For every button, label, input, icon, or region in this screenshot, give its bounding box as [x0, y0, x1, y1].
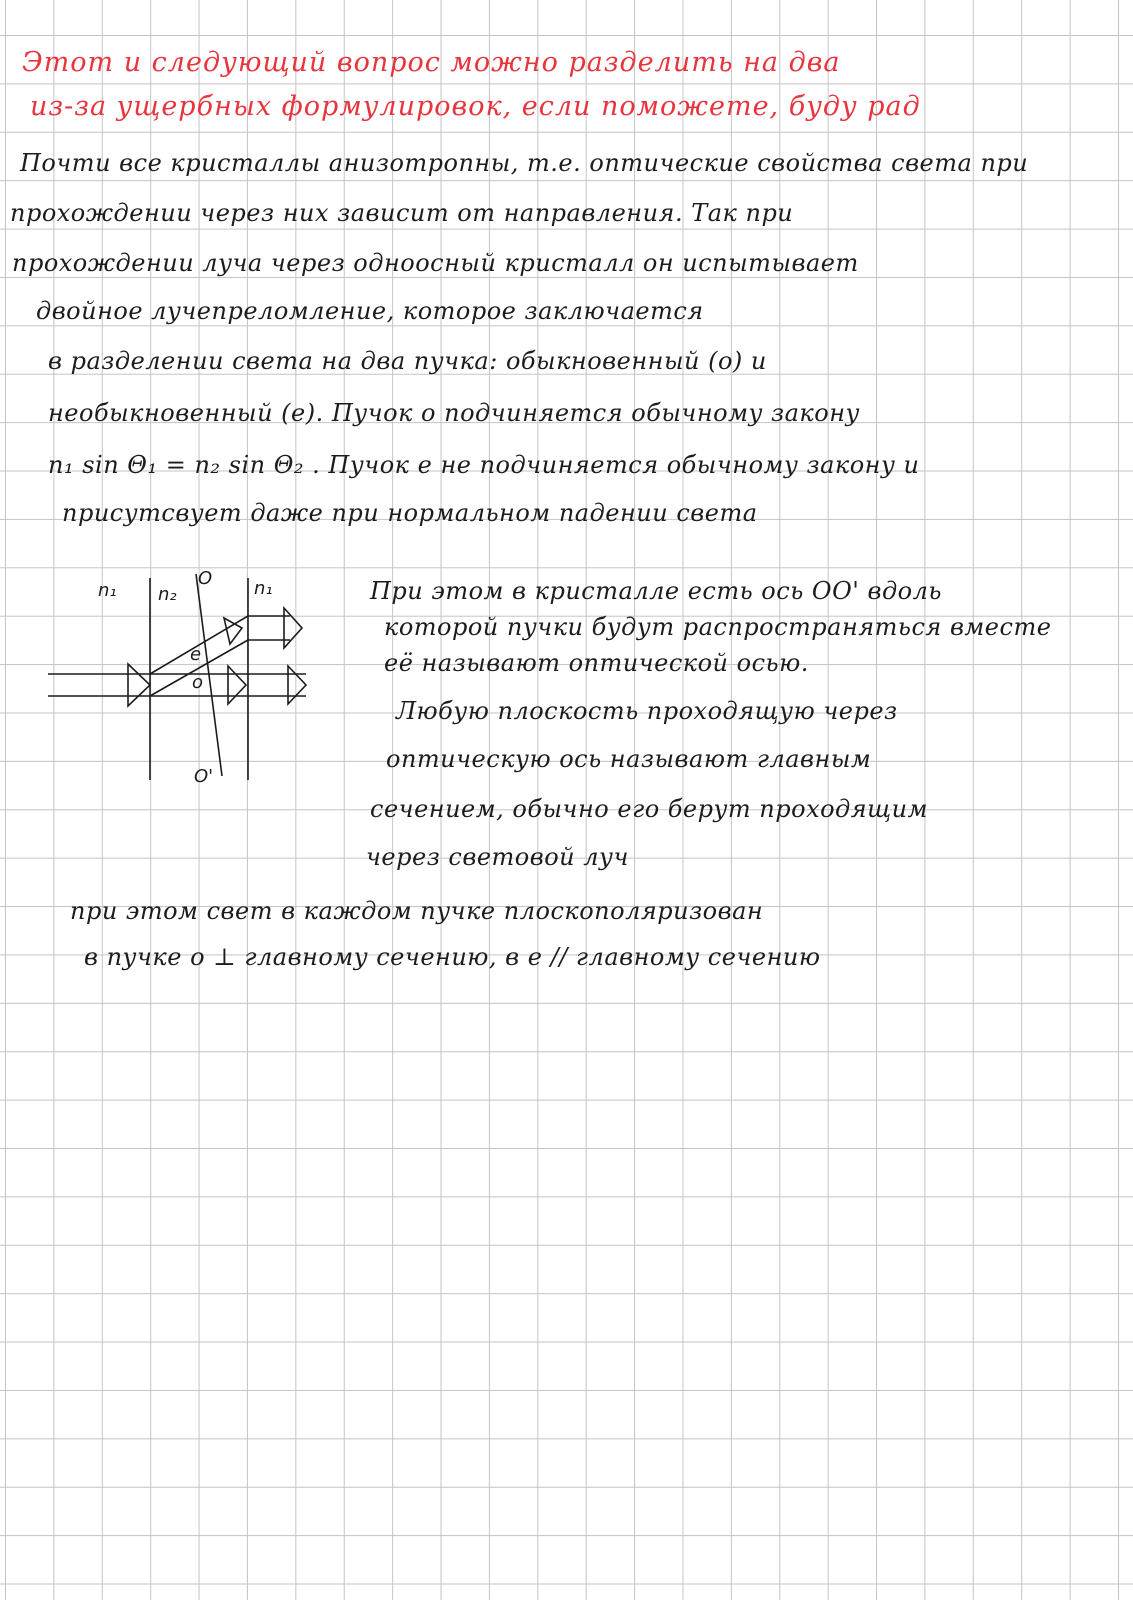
text-line: через световой луч	[366, 843, 629, 871]
text-line: При этом в кристалле есть ось ОО' вдоль	[370, 577, 942, 605]
text-line: в пучке о ⊥ главному сечению, в е // главному сечению	[84, 943, 821, 971]
label-e: e	[190, 644, 202, 665]
text-line: двойное лучепреломление, которое заключается	[36, 297, 704, 325]
red-note-line-2: из-за ущербных формулировок, если поможете, буду рад	[30, 91, 921, 122]
text-line: необыкновенный (е). Пучок о подчиняется обычному закону	[48, 399, 860, 427]
text-line: при этом свет в каждом пучке плоскополяризован	[70, 897, 764, 925]
text-line: которой пучки будут распространяться вместе	[384, 613, 1052, 641]
label-O-bottom: O'	[194, 766, 214, 787]
label-o: o	[192, 672, 204, 693]
formula-line: n₁ sin Θ₁ = n₂ sin Θ₂ . Пучок е не подчиняется обычному закону и	[48, 451, 920, 479]
text-line: Любую плоскость проходящую через	[396, 697, 898, 725]
label-O-top: O	[198, 570, 213, 589]
birefringence-diagram	[40, 570, 340, 810]
red-note-line-1: Этот и следующий вопрос можно разделить на два	[22, 47, 841, 78]
text-line: Почти все кристаллы анизотропны, т.е. оптические свойства света при	[20, 149, 1029, 177]
text-line: сечением, обычно его берут проходящим	[370, 795, 929, 823]
text-line: в разделении света на два пучка: обыкновенный (о) и	[48, 347, 767, 375]
text-line: её называют оптической осью.	[384, 649, 809, 677]
text-line: оптическую ось называют главным	[386, 745, 872, 773]
text-line: присутсвует даже при нормальном падении света	[62, 499, 758, 527]
text-line: прохождении через них зависит от направления. Так при	[10, 199, 794, 227]
label-n1-left: n₁	[98, 580, 117, 601]
label-n2: n₂	[158, 584, 177, 605]
text-line: прохождении луча через одноосный кристалл он испытывает	[12, 249, 859, 277]
label-n1-right: n₁	[254, 578, 273, 599]
